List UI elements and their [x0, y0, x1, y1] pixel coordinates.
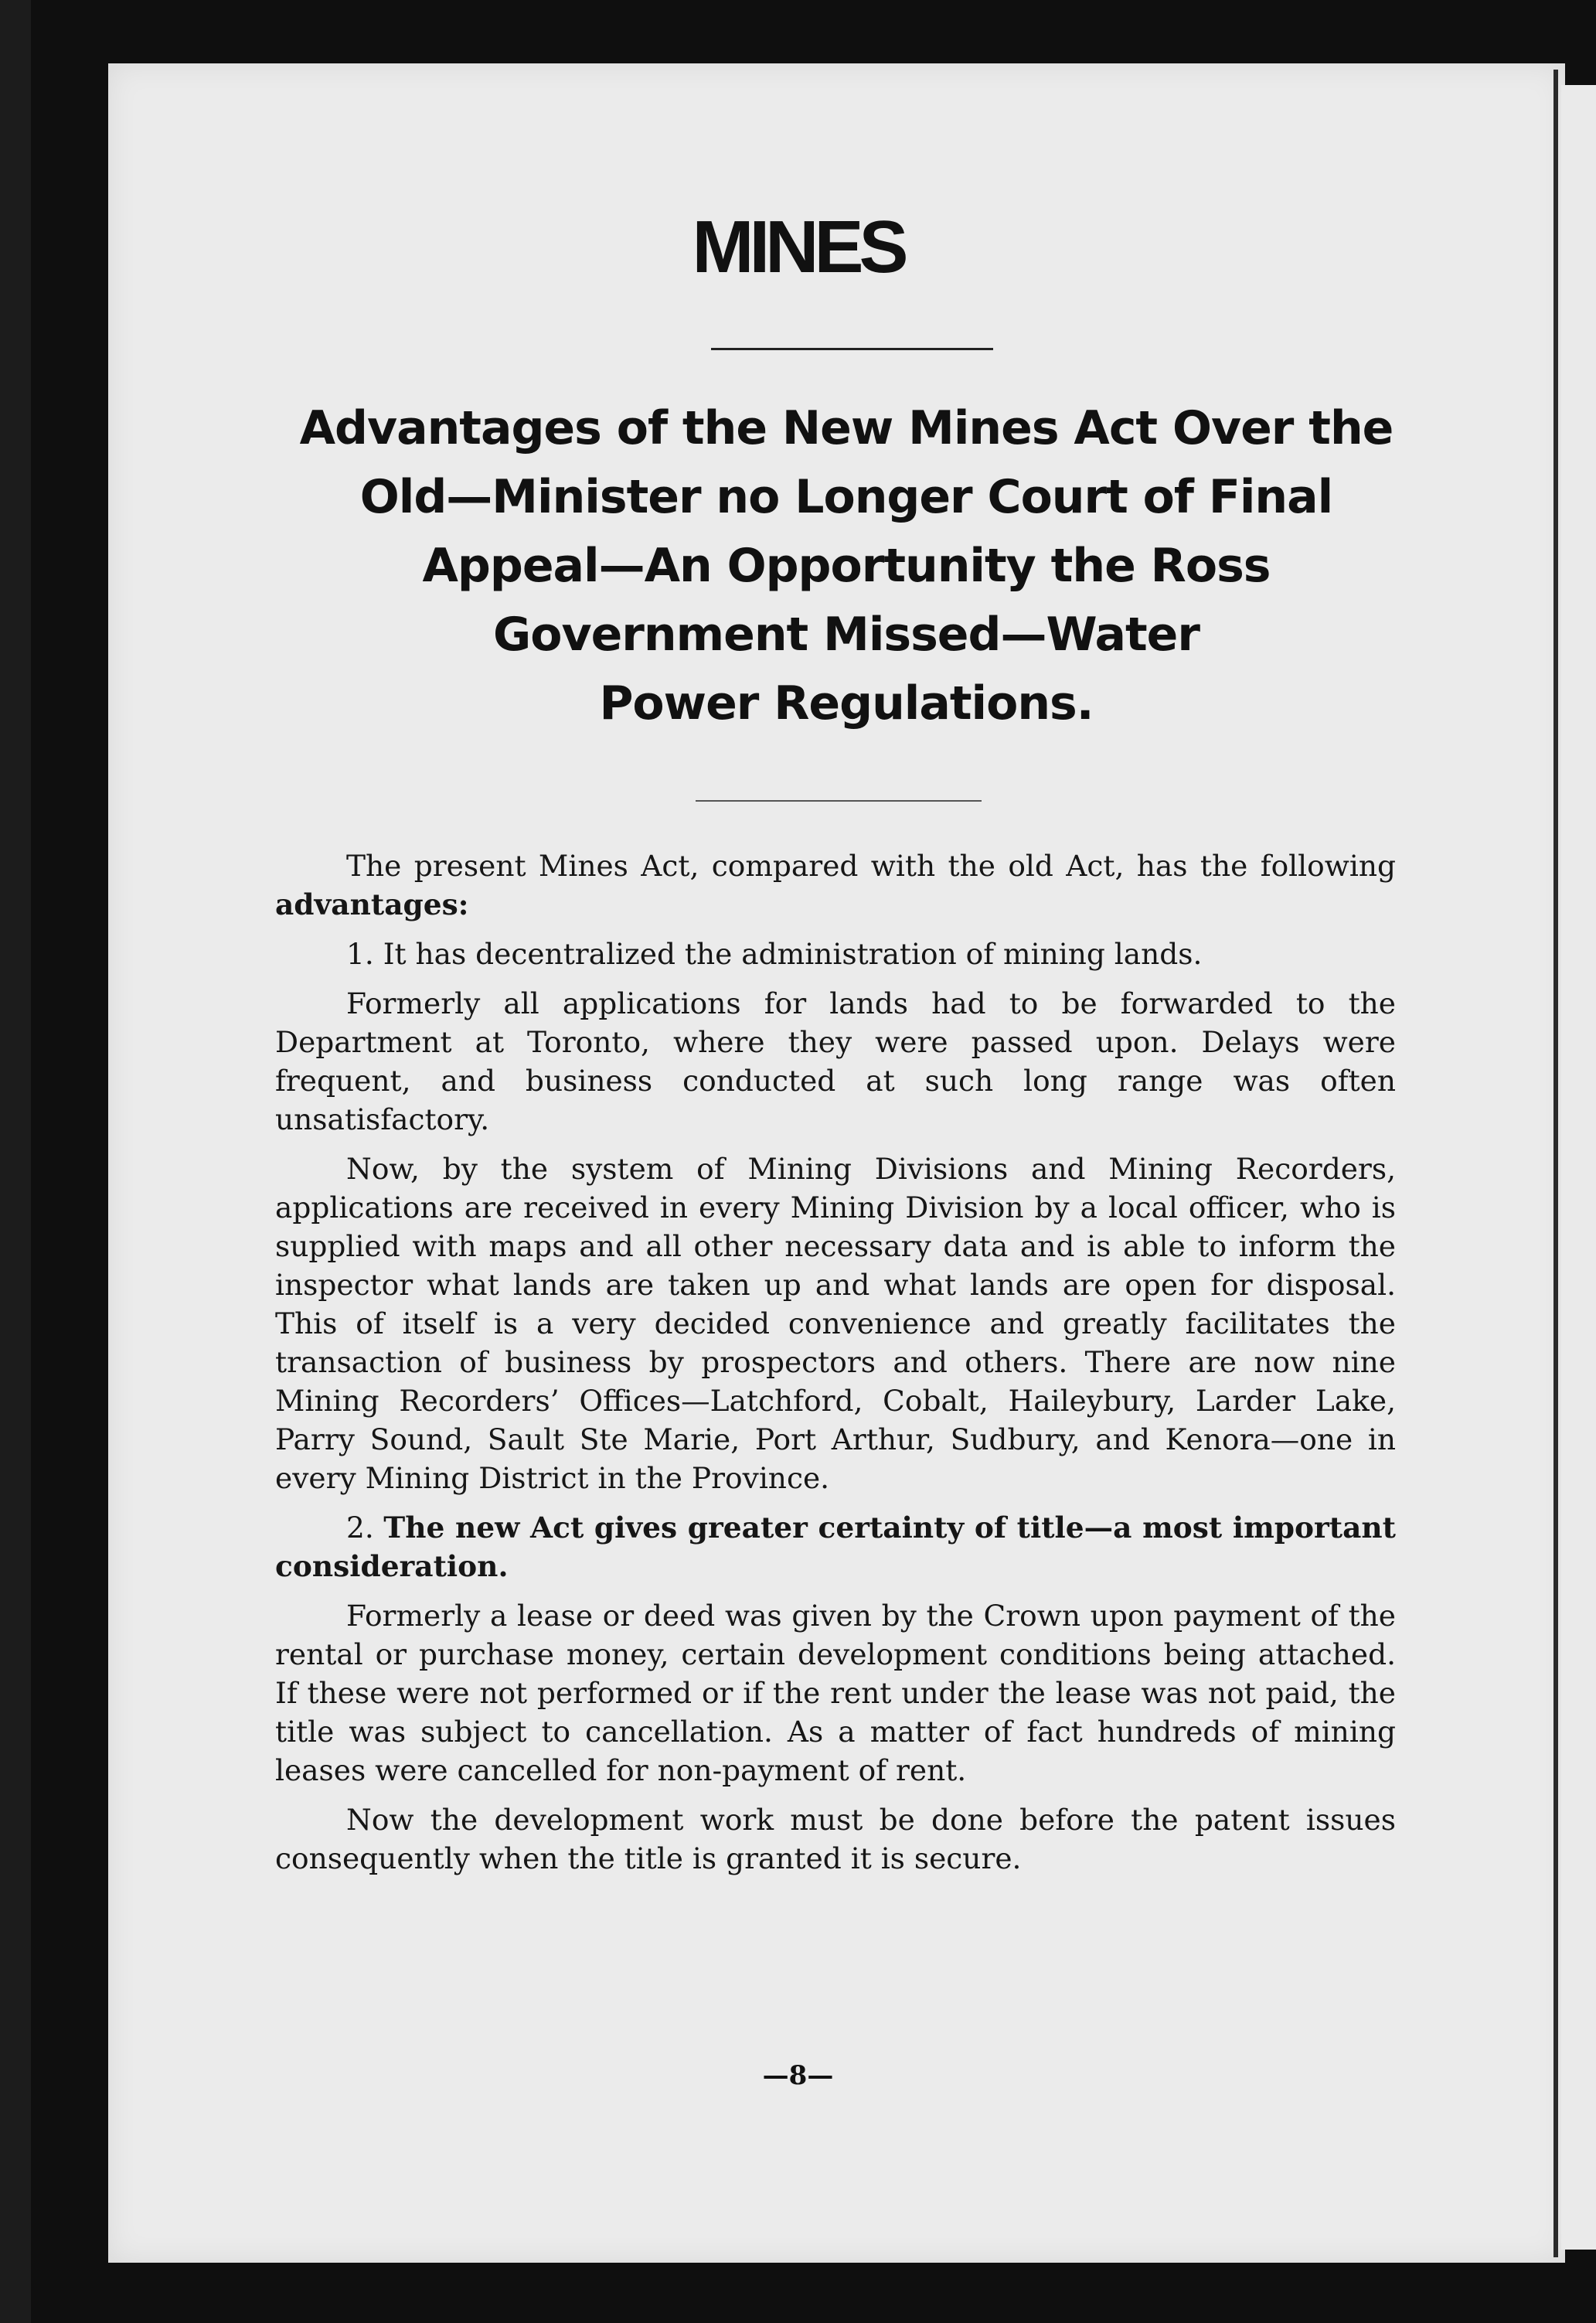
subtitle-line: Power Regulations.: [599, 676, 1094, 731]
paragraph-now-1: Now, by the system of Mining Divisions and Mining Recorders, applications are received in every Mining Division by a local officer, who is supplied with maps and all other necessary data and is able to inform the inspector what lands are taken up and what lands are open for disposal. This of itself is a very decided convenience and greatly facilitates the transaction of business by prospectors and others. There are now nine Mining Recorders’ Offices—Latchford, Cobalt, Haileybury, Larder Lake, Parry Sound, Sault Ste Marie, Port Arthur, Sudbury, and Kenora—one in every Mining District in the Province.: [275, 1152, 1396, 1495]
subtitle-line: Government Missed—Water: [493, 608, 1200, 662]
section-subtitle: [255, 394, 1438, 738]
page-title: MINES: [692, 206, 904, 288]
adjacent-page-strip: [1561, 85, 1596, 2250]
title-divider: [711, 348, 993, 350]
point-2-number: 2.: [346, 1511, 384, 1545]
scan-left-edge: [0, 0, 31, 2323]
paragraph-formerly-1: Formerly all applications for lands had to be forwarded to the Department at Toronto, where they were passed upon. Delays were frequent, and business conducted at such long range was often unsatisfactory.: [275, 986, 1396, 1136]
paragraph-intro-text: The present Mines Act, compared with the old Act, has the following: [346, 849, 1396, 883]
subtitle-line: Advantages of the New Mines Act Over the: [299, 401, 1394, 455]
paragraph-point-1: 1. It has decentralized the administration of mining lands.: [346, 937, 1203, 971]
subtitle-line: Old—Minister no Longer Court of Final: [359, 470, 1333, 524]
point-2-bold: The new Act gives greater certainty of title—a most important consideration.: [275, 1511, 1396, 1583]
page-binding-edge: [1553, 70, 1558, 2257]
paragraph-intro-bold: advantages:: [275, 887, 469, 921]
paragraph-now-2: Now the development work must be done before the patent issues consequently when the title is granted it is secure.: [275, 1803, 1396, 1875]
paragraph-formerly-2: Formerly a lease or deed was given by the Crown upon payment of the rental or purchase money, certain development conditions being attached. If these were not performed or if the rent under the lease was not paid, the title was subject to cancellation. As a matter of fact hundreds of mining leases were cancelled for non-payment of rent.: [275, 1599, 1396, 1787]
subtitle-line: Appeal—An Opportunity the Ross: [422, 539, 1271, 593]
subtitle-divider: [696, 800, 982, 802]
body-text: [275, 846, 1396, 1889]
paragraph-point-2: [275, 1508, 1396, 1586]
paragraph-intro: [275, 846, 1396, 924]
page-number: —8—: [762, 2060, 834, 2091]
